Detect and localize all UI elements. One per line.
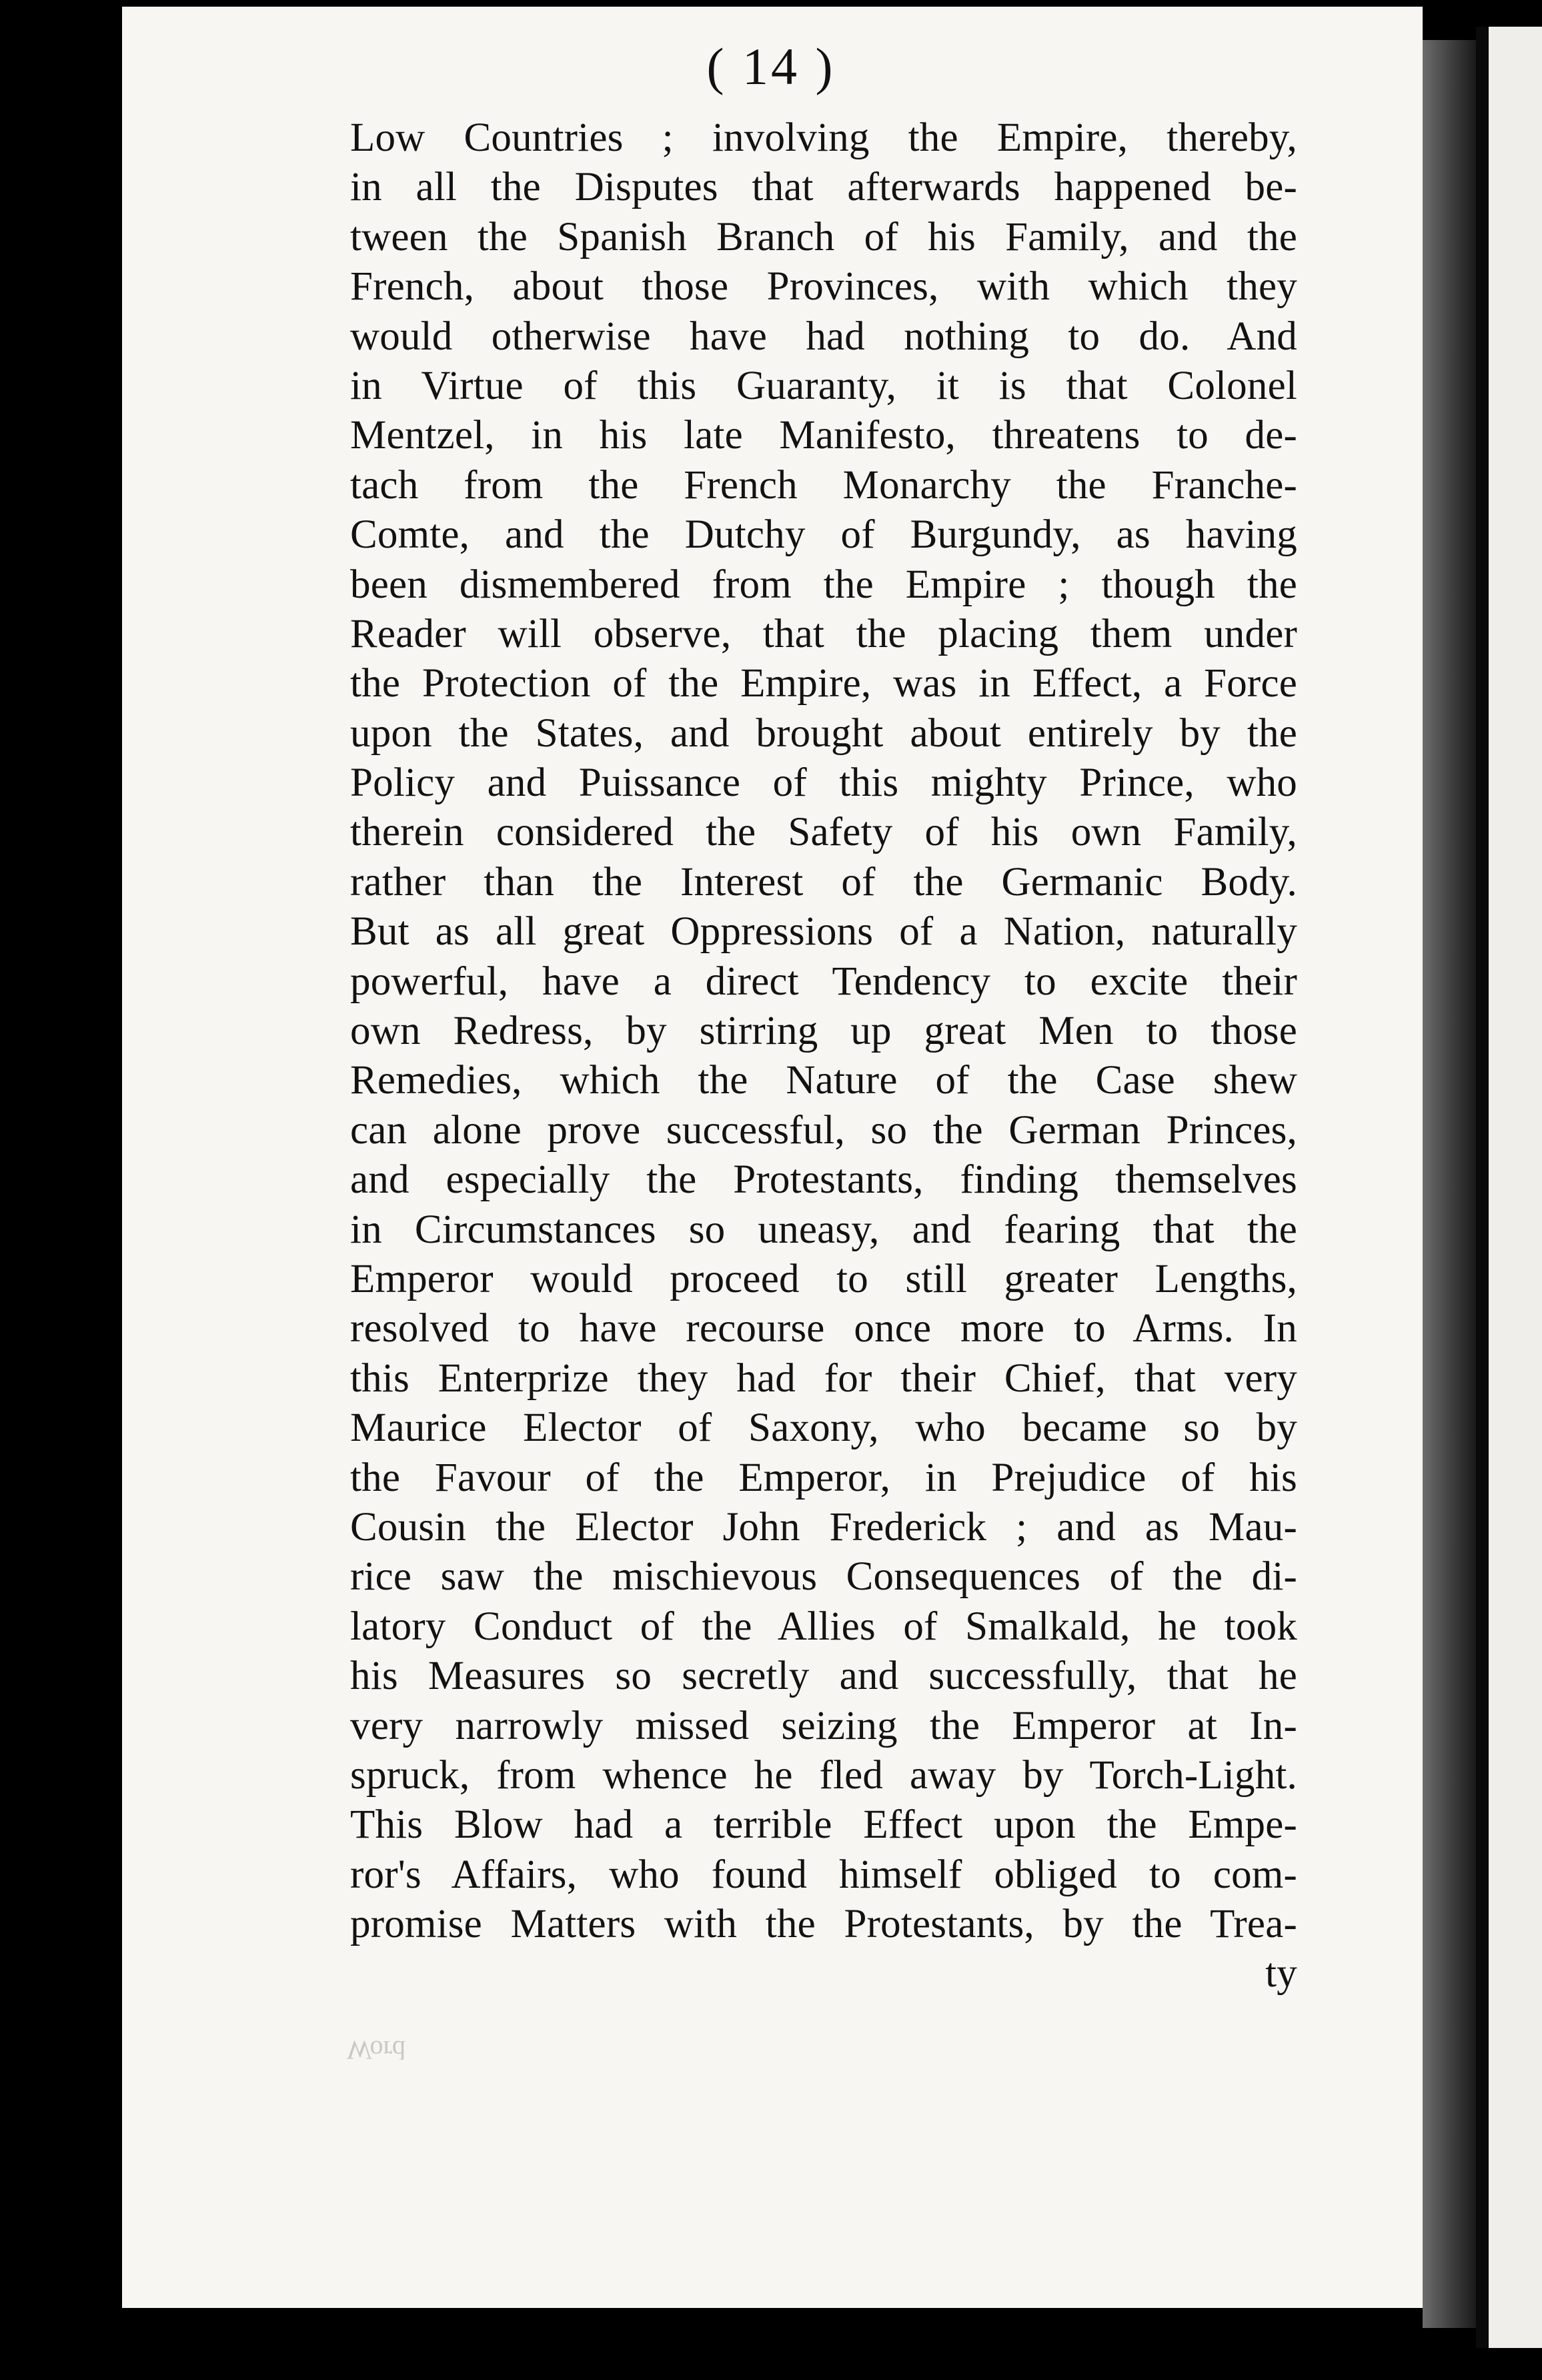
text-line: Remedies, which the Nature of the Case shew xyxy=(350,1058,1297,1103)
text-line: his Measures so secretly and successfully, that he xyxy=(350,1654,1297,1699)
text-line: This Blow had a terrible Effect upon the Empe- xyxy=(350,1802,1297,1848)
text-line: Mentzel, in his late Manifesto, threatens to de- xyxy=(350,413,1297,458)
text-line: rice saw the mischievous Consequences of the di- xyxy=(350,1554,1297,1600)
text-line: in Circumstances so uneasy, and fearing that the xyxy=(350,1207,1297,1252)
text-line: can alone prove successful, so the German Princes, xyxy=(350,1107,1297,1153)
text-line: in Virtue of this Guaranty, it is that Colonel xyxy=(350,363,1297,408)
text-line: Maurice Elector of Saxony, who became so by xyxy=(350,1405,1297,1451)
text-line: Reader will observe, that the placing them under xyxy=(350,611,1297,656)
text-line: the Favour of the Emperor, in Prejudice of his xyxy=(350,1455,1297,1500)
text-line: this Enterprize they had for their Chief, that very xyxy=(350,1355,1297,1401)
catchword: ty xyxy=(1265,1951,1297,1996)
text-line: would otherwise have had nothing to do. And xyxy=(350,314,1297,359)
text-line: tween the Spanish Branch of his Family, and the xyxy=(350,214,1297,259)
text-line: But as all great Oppressions of a Nation, naturally xyxy=(350,909,1297,955)
text-line: Low Countries ; involving the Empire, thereby, xyxy=(350,115,1297,160)
text-line: in all the Disputes that afterwards happened be- xyxy=(350,165,1297,210)
text-line: spruck, from whence he fled away by Torch-Light. xyxy=(350,1752,1297,1798)
page-number: ( 14 ) xyxy=(706,37,836,95)
text-line: ror's Affairs, who found himself obliged to com- xyxy=(350,1852,1297,1897)
text-line: the Protection of the Empire, was in Effect, a Force xyxy=(350,661,1297,706)
bottom-scan-border xyxy=(122,2308,1423,2380)
text-line: own Redress, by stirring up great Men to those xyxy=(350,1009,1297,1054)
text-line: powerful, have a direct Tendency to excite their xyxy=(350,959,1297,1004)
text-line: rather than the Interest of the Germanic Body. xyxy=(350,859,1297,905)
text-line: been dismembered from the Empire ; though the xyxy=(350,562,1297,607)
text-line: French, about those Provinces, with which they xyxy=(350,264,1297,310)
text-line: latory Conduct of the Allies of Smalkald, he took xyxy=(350,1604,1297,1649)
text-line: resolved to have recourse once more to Arms. In xyxy=(350,1306,1297,1351)
text-line: Cousin the Elector John Frederick ; and as Mau- xyxy=(350,1504,1297,1550)
text-line: Comte, and the Dutchy of Burgundy, as having xyxy=(350,512,1297,558)
text-line: promise Matters with the Protestants, by the Trea- xyxy=(350,1902,1297,1947)
page-fold-shadow xyxy=(1423,40,1476,2328)
text-line: therein considered the Safety of his own Family, xyxy=(350,810,1297,855)
page-gutter xyxy=(1476,27,1489,2348)
text-line: upon the States, and brought about entirely by the xyxy=(350,710,1297,756)
show-through-text: Word xyxy=(347,2035,406,2065)
next-page-edge xyxy=(1489,27,1542,2348)
text-line: tach from the French Monarchy the Franche- xyxy=(350,462,1297,508)
text-line: and especially the Protestants, finding themselves xyxy=(350,1157,1297,1203)
text-line: Policy and Puissance of this mighty Prince, who xyxy=(350,760,1297,806)
body-text xyxy=(350,113,1297,1999)
text-line: Emperor would proceed to still greater Lengths, xyxy=(350,1256,1297,1301)
text-line: very narrowly missed seizing the Emperor at In- xyxy=(350,1703,1297,1748)
